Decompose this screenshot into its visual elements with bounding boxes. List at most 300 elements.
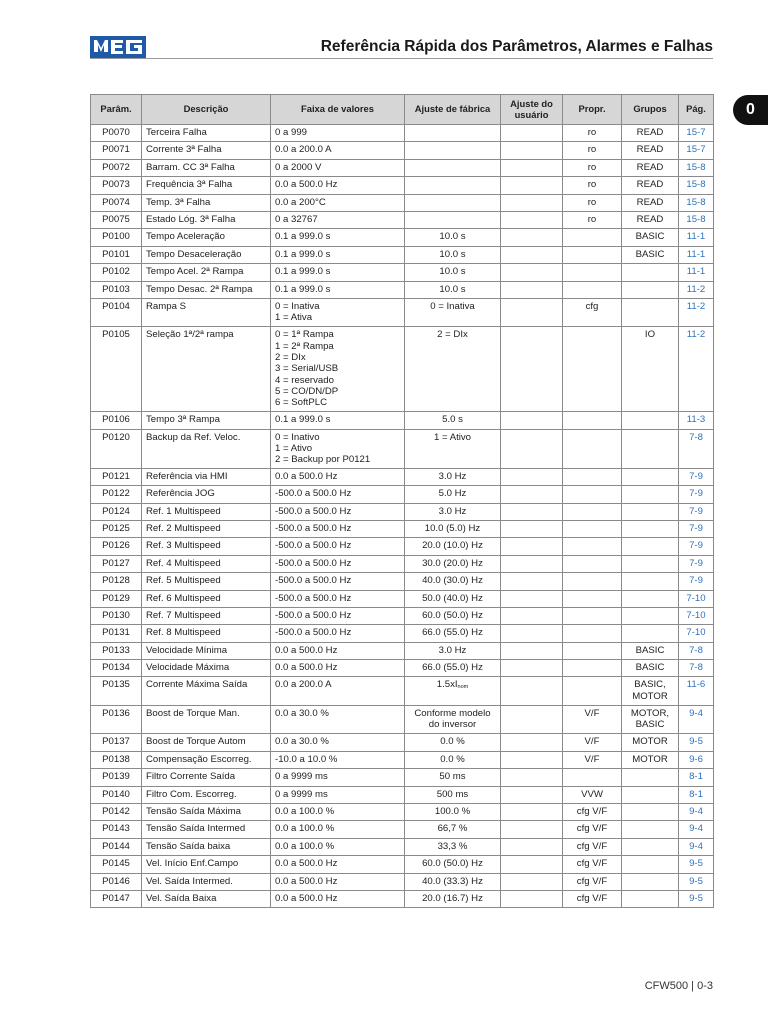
param-cell: P0072 bbox=[91, 159, 142, 176]
table-row bbox=[91, 246, 714, 263]
page-ref-link[interactable]: 9-4 bbox=[679, 804, 714, 821]
range-cell: 0.0 a 100.0 % bbox=[271, 821, 405, 838]
group-cell bbox=[622, 769, 679, 786]
factory-default-cell bbox=[405, 194, 501, 211]
page-ref-link[interactable]: 9-5 bbox=[679, 734, 714, 751]
user-setting-cell bbox=[501, 298, 563, 327]
group-cell bbox=[622, 821, 679, 838]
param-cell: P0120 bbox=[91, 429, 142, 468]
user-setting-cell bbox=[501, 486, 563, 503]
page-ref-link[interactable]: 7-10 bbox=[679, 625, 714, 642]
range-cell: 0.1 a 999.0 s bbox=[271, 281, 405, 298]
param-cell: P0106 bbox=[91, 412, 142, 429]
table-row bbox=[91, 327, 714, 412]
table-row bbox=[91, 159, 714, 176]
group-cell: READ bbox=[622, 194, 679, 211]
chapter-tab: 0 bbox=[733, 95, 768, 125]
page-ref-link[interactable]: 9-6 bbox=[679, 751, 714, 768]
property-cell: cfg V/F bbox=[563, 873, 622, 890]
description-cell: Temp. 3ª Falha bbox=[142, 194, 271, 211]
page-ref-link[interactable]: 7-8 bbox=[679, 429, 714, 468]
group-cell: READ bbox=[622, 177, 679, 194]
description-cell: Estado Lóg. 3ª Falha bbox=[142, 211, 271, 228]
factory-default-cell: 20.0 (16.7) Hz bbox=[405, 891, 501, 908]
property-cell: ro bbox=[563, 211, 622, 228]
user-setting-cell bbox=[501, 538, 563, 555]
page-ref-link[interactable]: 11-2 bbox=[679, 281, 714, 298]
factory-default-cell bbox=[405, 125, 501, 142]
page-ref-link[interactable]: 15-8 bbox=[679, 194, 714, 211]
page-ref-link[interactable]: 11-3 bbox=[679, 412, 714, 429]
page-ref-link[interactable]: 7-9 bbox=[679, 538, 714, 555]
user-setting-cell bbox=[501, 229, 563, 246]
user-setting-cell bbox=[501, 705, 563, 734]
range-cell: 0.1 a 999.0 s bbox=[271, 229, 405, 246]
user-setting-cell bbox=[501, 327, 563, 412]
property-cell bbox=[563, 429, 622, 468]
param-cell: P0074 bbox=[91, 194, 142, 211]
col-header-user: Ajuste do usuário bbox=[501, 95, 563, 125]
factory-default-cell: 30.0 (20.0) Hz bbox=[405, 555, 501, 572]
factory-default-cell: 500 ms bbox=[405, 786, 501, 803]
param-cell: P0142 bbox=[91, 804, 142, 821]
factory-default-cell: 0.0 % bbox=[405, 734, 501, 751]
range-cell: 0.0 a 500.0 Hz bbox=[271, 856, 405, 873]
description-cell: Filtro Com. Escorreg. bbox=[142, 786, 271, 803]
group-cell: MOTOR bbox=[622, 751, 679, 768]
param-cell: P0101 bbox=[91, 246, 142, 263]
page-ref-link[interactable]: 11-1 bbox=[679, 264, 714, 281]
param-cell: P0143 bbox=[91, 821, 142, 838]
group-cell bbox=[622, 429, 679, 468]
group-cell bbox=[622, 891, 679, 908]
param-cell: P0138 bbox=[91, 751, 142, 768]
property-cell bbox=[563, 412, 622, 429]
description-cell: Vel. Início Enf.Campo bbox=[142, 856, 271, 873]
table-row bbox=[91, 177, 714, 194]
param-cell: P0071 bbox=[91, 142, 142, 159]
range-cell: 0.0 a 500.0 Hz bbox=[271, 891, 405, 908]
property-cell bbox=[563, 607, 622, 624]
range-cell: 0 = 1ª Rampa 1 = 2ª Rampa 2 = DIx 3 = Serial/USB 4 = reservado 5 = CO/DN/DP 6 = SoftPLC bbox=[271, 327, 405, 412]
property-cell: ro bbox=[563, 142, 622, 159]
col-header-factory: Ajuste de fábrica bbox=[405, 95, 501, 125]
param-cell: P0147 bbox=[91, 891, 142, 908]
table-row bbox=[91, 642, 714, 659]
user-setting-cell bbox=[501, 125, 563, 142]
property-cell bbox=[563, 573, 622, 590]
page-footer: CFW500 | 0-3 bbox=[644, 980, 713, 992]
user-setting-cell bbox=[501, 821, 563, 838]
description-cell: Seleção 1ª/2ª rampa bbox=[142, 327, 271, 412]
user-setting-cell bbox=[501, 873, 563, 890]
table-row bbox=[91, 194, 714, 211]
description-cell: Ref. 3 Multispeed bbox=[142, 538, 271, 555]
group-cell bbox=[622, 281, 679, 298]
col-header-page: Pág. bbox=[679, 95, 714, 125]
table-row bbox=[91, 264, 714, 281]
group-cell: BASIC bbox=[622, 660, 679, 677]
user-setting-cell bbox=[501, 264, 563, 281]
table-row bbox=[91, 751, 714, 768]
description-cell: Frequência 3ª Falha bbox=[142, 177, 271, 194]
user-setting-cell bbox=[501, 625, 563, 642]
param-cell: P0070 bbox=[91, 125, 142, 142]
group-cell bbox=[622, 298, 679, 327]
user-setting-cell bbox=[501, 856, 563, 873]
factory-default-cell bbox=[405, 159, 501, 176]
col-header-groups: Grupos bbox=[622, 95, 679, 125]
range-cell: 0.0 a 200°C bbox=[271, 194, 405, 211]
description-cell: Vel. Saída Baixa bbox=[142, 891, 271, 908]
param-cell: P0131 bbox=[91, 625, 142, 642]
param-cell: P0145 bbox=[91, 856, 142, 873]
factory-default-cell: 66,7 % bbox=[405, 821, 501, 838]
property-cell bbox=[563, 229, 622, 246]
table-row bbox=[91, 125, 714, 142]
page-ref-link[interactable]: 8-1 bbox=[679, 769, 714, 786]
group-cell bbox=[622, 856, 679, 873]
table-row bbox=[91, 705, 714, 734]
factory-default-cell: 100.0 % bbox=[405, 804, 501, 821]
table-row bbox=[91, 856, 714, 873]
group-cell bbox=[622, 573, 679, 590]
param-cell: P0125 bbox=[91, 520, 142, 537]
description-cell: Referência via HMI bbox=[142, 468, 271, 485]
user-setting-cell bbox=[501, 677, 563, 706]
description-cell: Tensão Saída Máxima bbox=[142, 804, 271, 821]
param-cell: P0104 bbox=[91, 298, 142, 327]
user-setting-cell bbox=[501, 177, 563, 194]
description-cell: Tempo Desaceleração bbox=[142, 246, 271, 263]
description-cell: Corrente Máxima Saída bbox=[142, 677, 271, 706]
property-cell: V/F bbox=[563, 751, 622, 768]
table-row bbox=[91, 891, 714, 908]
user-setting-cell bbox=[501, 142, 563, 159]
range-cell: 0 a 32767 bbox=[271, 211, 405, 228]
user-setting-cell bbox=[501, 555, 563, 572]
property-cell bbox=[563, 660, 622, 677]
property-cell: cfg V/F bbox=[563, 804, 622, 821]
page-ref-link[interactable]: 11-2 bbox=[679, 327, 714, 412]
page-ref-link[interactable]: 7-10 bbox=[679, 590, 714, 607]
range-cell: 0.1 a 999.0 s bbox=[271, 246, 405, 263]
param-cell: P0126 bbox=[91, 538, 142, 555]
group-cell bbox=[622, 486, 679, 503]
property-cell: V/F bbox=[563, 705, 622, 734]
table-row bbox=[91, 804, 714, 821]
factory-default-cell: 3.0 Hz bbox=[405, 468, 501, 485]
user-setting-cell bbox=[501, 751, 563, 768]
page-ref-link[interactable]: 7-8 bbox=[679, 660, 714, 677]
col-header-description: Descrição bbox=[142, 95, 271, 125]
range-cell: 0.0 a 30.0 % bbox=[271, 734, 405, 751]
user-setting-cell bbox=[501, 891, 563, 908]
factory-default-cell: 1 = Ativo bbox=[405, 429, 501, 468]
group-cell bbox=[622, 804, 679, 821]
factory-default-cell: 60.0 (50.0) Hz bbox=[405, 856, 501, 873]
table-row bbox=[91, 660, 714, 677]
param-cell: P0144 bbox=[91, 838, 142, 855]
param-cell: P0103 bbox=[91, 281, 142, 298]
param-cell: P0140 bbox=[91, 786, 142, 803]
factory-default-cell: 66.0 (55.0) Hz bbox=[405, 660, 501, 677]
col-header-range: Faixa de valores bbox=[271, 95, 405, 125]
factory-default-cell: 10.0 s bbox=[405, 229, 501, 246]
description-cell: Boost de Torque Autom bbox=[142, 734, 271, 751]
param-cell: P0146 bbox=[91, 873, 142, 890]
group-cell bbox=[622, 503, 679, 520]
param-cell: P0075 bbox=[91, 211, 142, 228]
table-row bbox=[91, 520, 714, 537]
property-cell bbox=[563, 538, 622, 555]
property-cell bbox=[563, 625, 622, 642]
factory-default-cell: 40.0 (33.3) Hz bbox=[405, 873, 501, 890]
page-ref-link[interactable]: 11-2 bbox=[679, 298, 714, 327]
user-setting-cell bbox=[501, 769, 563, 786]
param-cell: P0137 bbox=[91, 734, 142, 751]
group-cell: READ bbox=[622, 142, 679, 159]
group-cell bbox=[622, 873, 679, 890]
user-setting-cell bbox=[501, 281, 563, 298]
page-ref-link[interactable]: 15-8 bbox=[679, 159, 714, 176]
page-ref-link[interactable]: 11-6 bbox=[679, 677, 714, 706]
range-cell: 0.0 a 30.0 % bbox=[271, 705, 405, 734]
range-cell: 0 a 2000 V bbox=[271, 159, 405, 176]
description-cell: Ref. 4 Multispeed bbox=[142, 555, 271, 572]
range-cell: 0.0 a 500.0 Hz bbox=[271, 873, 405, 890]
page-ref-link[interactable]: 11-1 bbox=[679, 229, 714, 246]
property-cell bbox=[563, 520, 622, 537]
group-cell: BASIC bbox=[622, 246, 679, 263]
user-setting-cell bbox=[501, 642, 563, 659]
range-cell: -500.0 a 500.0 Hz bbox=[271, 625, 405, 642]
page-ref-link[interactable]: 11-1 bbox=[679, 246, 714, 263]
user-setting-cell bbox=[501, 503, 563, 520]
user-setting-cell bbox=[501, 804, 563, 821]
table-row bbox=[91, 769, 714, 786]
description-cell: Terceira Falha bbox=[142, 125, 271, 142]
group-cell bbox=[622, 264, 679, 281]
range-cell: -500.0 a 500.0 Hz bbox=[271, 607, 405, 624]
description-cell: Tempo Acel. 2ª Rampa bbox=[142, 264, 271, 281]
range-cell: 0 a 999 bbox=[271, 125, 405, 142]
description-cell: Ref. 1 Multispeed bbox=[142, 503, 271, 520]
property-cell bbox=[563, 468, 622, 485]
table-row bbox=[91, 607, 714, 624]
range-cell: 0.0 a 100.0 % bbox=[271, 804, 405, 821]
description-cell: Backup da Ref. Veloc. bbox=[142, 429, 271, 468]
user-setting-cell bbox=[501, 246, 563, 263]
factory-default-cell bbox=[405, 211, 501, 228]
property-cell bbox=[563, 555, 622, 572]
table-row bbox=[91, 555, 714, 572]
property-cell: ro bbox=[563, 159, 622, 176]
page-ref-link[interactable]: 15-7 bbox=[679, 142, 714, 159]
factory-default-cell: 2 = DIx bbox=[405, 327, 501, 412]
user-setting-cell bbox=[501, 660, 563, 677]
page-ref-link[interactable]: 7-9 bbox=[679, 520, 714, 537]
property-cell bbox=[563, 327, 622, 412]
range-cell: 0.0 a 200.0 A bbox=[271, 142, 405, 159]
factory-default-cell: 10.0 s bbox=[405, 264, 501, 281]
table-row bbox=[91, 503, 714, 520]
table-row bbox=[91, 486, 714, 503]
table-row bbox=[91, 734, 714, 751]
page-ref-link[interactable]: 7-9 bbox=[679, 468, 714, 485]
page-ref-link[interactable]: 8-1 bbox=[679, 786, 714, 803]
factory-default-cell bbox=[405, 142, 501, 159]
range-cell: -500.0 a 500.0 Hz bbox=[271, 538, 405, 555]
table-row bbox=[91, 821, 714, 838]
description-cell: Barram. CC 3ª Falha bbox=[142, 159, 271, 176]
description-cell: Boost de Torque Man. bbox=[142, 705, 271, 734]
param-cell: P0129 bbox=[91, 590, 142, 607]
group-cell bbox=[622, 520, 679, 537]
page-ref-link[interactable]: 7-9 bbox=[679, 503, 714, 520]
description-cell: Compensação Escorreg. bbox=[142, 751, 271, 768]
param-cell: P0133 bbox=[91, 642, 142, 659]
property-cell bbox=[563, 281, 622, 298]
description-cell: Vel. Saída Intermed. bbox=[142, 873, 271, 890]
group-cell bbox=[622, 590, 679, 607]
factory-default-cell: 50.0 (40.0) Hz bbox=[405, 590, 501, 607]
range-cell: 0 = Inativo 1 = Ativo 2 = Backup por P0121 bbox=[271, 429, 405, 468]
group-cell bbox=[622, 468, 679, 485]
table-row bbox=[91, 590, 714, 607]
table-row bbox=[91, 229, 714, 246]
page-ref-link[interactable]: 9-5 bbox=[679, 891, 714, 908]
user-setting-cell bbox=[501, 520, 563, 537]
table-row bbox=[91, 677, 714, 706]
description-cell: Ref. 5 Multispeed bbox=[142, 573, 271, 590]
page-ref-link[interactable]: 9-4 bbox=[679, 838, 714, 855]
page-ref-link[interactable]: 7-9 bbox=[679, 486, 714, 503]
factory-default-cell: 50 ms bbox=[405, 769, 501, 786]
factory-default-cell bbox=[405, 677, 501, 706]
user-setting-cell bbox=[501, 429, 563, 468]
param-cell: P0124 bbox=[91, 503, 142, 520]
property-cell: cfg V/F bbox=[563, 856, 622, 873]
group-cell: BASIC bbox=[622, 642, 679, 659]
user-setting-cell bbox=[501, 412, 563, 429]
group-cell bbox=[622, 538, 679, 555]
range-cell: 0.0 a 100.0 % bbox=[271, 838, 405, 855]
page-ref-link[interactable]: 7-9 bbox=[679, 555, 714, 572]
factory-default-cell: 5.0 s bbox=[405, 412, 501, 429]
description-cell: Corrente 3ª Falha bbox=[142, 142, 271, 159]
range-cell: 0.0 a 500.0 Hz bbox=[271, 468, 405, 485]
property-cell bbox=[563, 590, 622, 607]
page-ref-link[interactable]: 9-5 bbox=[679, 873, 714, 890]
range-cell: 0 a 9999 ms bbox=[271, 786, 405, 803]
factory-subscript: nom bbox=[457, 684, 469, 691]
group-cell: MOTOR, BASIC bbox=[622, 705, 679, 734]
range-cell: -500.0 a 500.0 Hz bbox=[271, 503, 405, 520]
table-row bbox=[91, 211, 714, 228]
description-cell: Ref. 2 Multispeed bbox=[142, 520, 271, 537]
description-cell: Ref. 6 Multispeed bbox=[142, 590, 271, 607]
weg-logo bbox=[90, 36, 146, 58]
user-setting-cell bbox=[501, 194, 563, 211]
col-header-prop: Propr. bbox=[563, 95, 622, 125]
param-cell: P0127 bbox=[91, 555, 142, 572]
factory-default-cell: 40.0 (30.0) Hz bbox=[405, 573, 501, 590]
table-row bbox=[91, 281, 714, 298]
range-cell: -500.0 a 500.0 Hz bbox=[271, 555, 405, 572]
group-cell: MOTOR bbox=[622, 734, 679, 751]
description-cell: Tempo 3ª Rampa bbox=[142, 412, 271, 429]
range-cell: 0.0 a 500.0 Hz bbox=[271, 660, 405, 677]
group-cell: BASIC bbox=[622, 229, 679, 246]
page-ref-link[interactable]: 7-10 bbox=[679, 607, 714, 624]
group-cell: READ bbox=[622, 211, 679, 228]
description-cell: Ref. 7 Multispeed bbox=[142, 607, 271, 624]
range-cell: 0 a 9999 ms bbox=[271, 769, 405, 786]
description-cell: Velocidade Mínima bbox=[142, 642, 271, 659]
description-cell: Tempo Desac. 2ª Rampa bbox=[142, 281, 271, 298]
factory-default-cell: 3.0 Hz bbox=[405, 503, 501, 520]
factory-default-cell: 66.0 (55.0) Hz bbox=[405, 625, 501, 642]
param-cell: P0122 bbox=[91, 486, 142, 503]
range-cell: -500.0 a 500.0 Hz bbox=[271, 520, 405, 537]
param-cell: P0139 bbox=[91, 769, 142, 786]
user-setting-cell bbox=[501, 159, 563, 176]
table-row bbox=[91, 573, 714, 590]
page-ref-link[interactable]: 7-8 bbox=[679, 642, 714, 659]
group-cell bbox=[622, 607, 679, 624]
factory-default-cell: 20.0 (10.0) Hz bbox=[405, 538, 501, 555]
description-cell: Filtro Corrente Saída bbox=[142, 769, 271, 786]
user-setting-cell bbox=[501, 211, 563, 228]
user-setting-cell bbox=[501, 468, 563, 485]
page-ref-link[interactable]: 15-7 bbox=[679, 125, 714, 142]
page-ref-link[interactable]: 7-9 bbox=[679, 573, 714, 590]
property-cell: cfg bbox=[563, 298, 622, 327]
factory-default-cell: 10.0 s bbox=[405, 246, 501, 263]
page-ref-link[interactable]: 15-8 bbox=[679, 177, 714, 194]
table-row bbox=[91, 625, 714, 642]
factory-default-cell: 0 = Inativa bbox=[405, 298, 501, 327]
group-cell bbox=[622, 412, 679, 429]
col-header-param: Parâm. bbox=[91, 95, 142, 125]
property-cell bbox=[563, 486, 622, 503]
page-ref-link[interactable]: 9-4 bbox=[679, 705, 714, 734]
table-row bbox=[91, 298, 714, 327]
property-cell bbox=[563, 642, 622, 659]
property-cell: cfg V/F bbox=[563, 838, 622, 855]
page-ref-link[interactable]: 15-8 bbox=[679, 211, 714, 228]
user-setting-cell bbox=[501, 607, 563, 624]
group-cell bbox=[622, 625, 679, 642]
factory-default-cell: 10.0 s bbox=[405, 281, 501, 298]
group-cell: BASIC, MOTOR bbox=[622, 677, 679, 706]
table-row bbox=[91, 412, 714, 429]
property-cell: ro bbox=[563, 177, 622, 194]
group-cell bbox=[622, 838, 679, 855]
page-ref-link[interactable]: 9-5 bbox=[679, 856, 714, 873]
description-cell: Tensão Saída Intermed bbox=[142, 821, 271, 838]
user-setting-cell bbox=[501, 573, 563, 590]
property-cell bbox=[563, 264, 622, 281]
range-cell: -500.0 a 500.0 Hz bbox=[271, 573, 405, 590]
description-cell: Tempo Aceleração bbox=[142, 229, 271, 246]
property-cell: V/F bbox=[563, 734, 622, 751]
param-cell: P0121 bbox=[91, 468, 142, 485]
page-ref-link[interactable]: 9-4 bbox=[679, 821, 714, 838]
table-row bbox=[91, 468, 714, 485]
property-cell bbox=[563, 769, 622, 786]
